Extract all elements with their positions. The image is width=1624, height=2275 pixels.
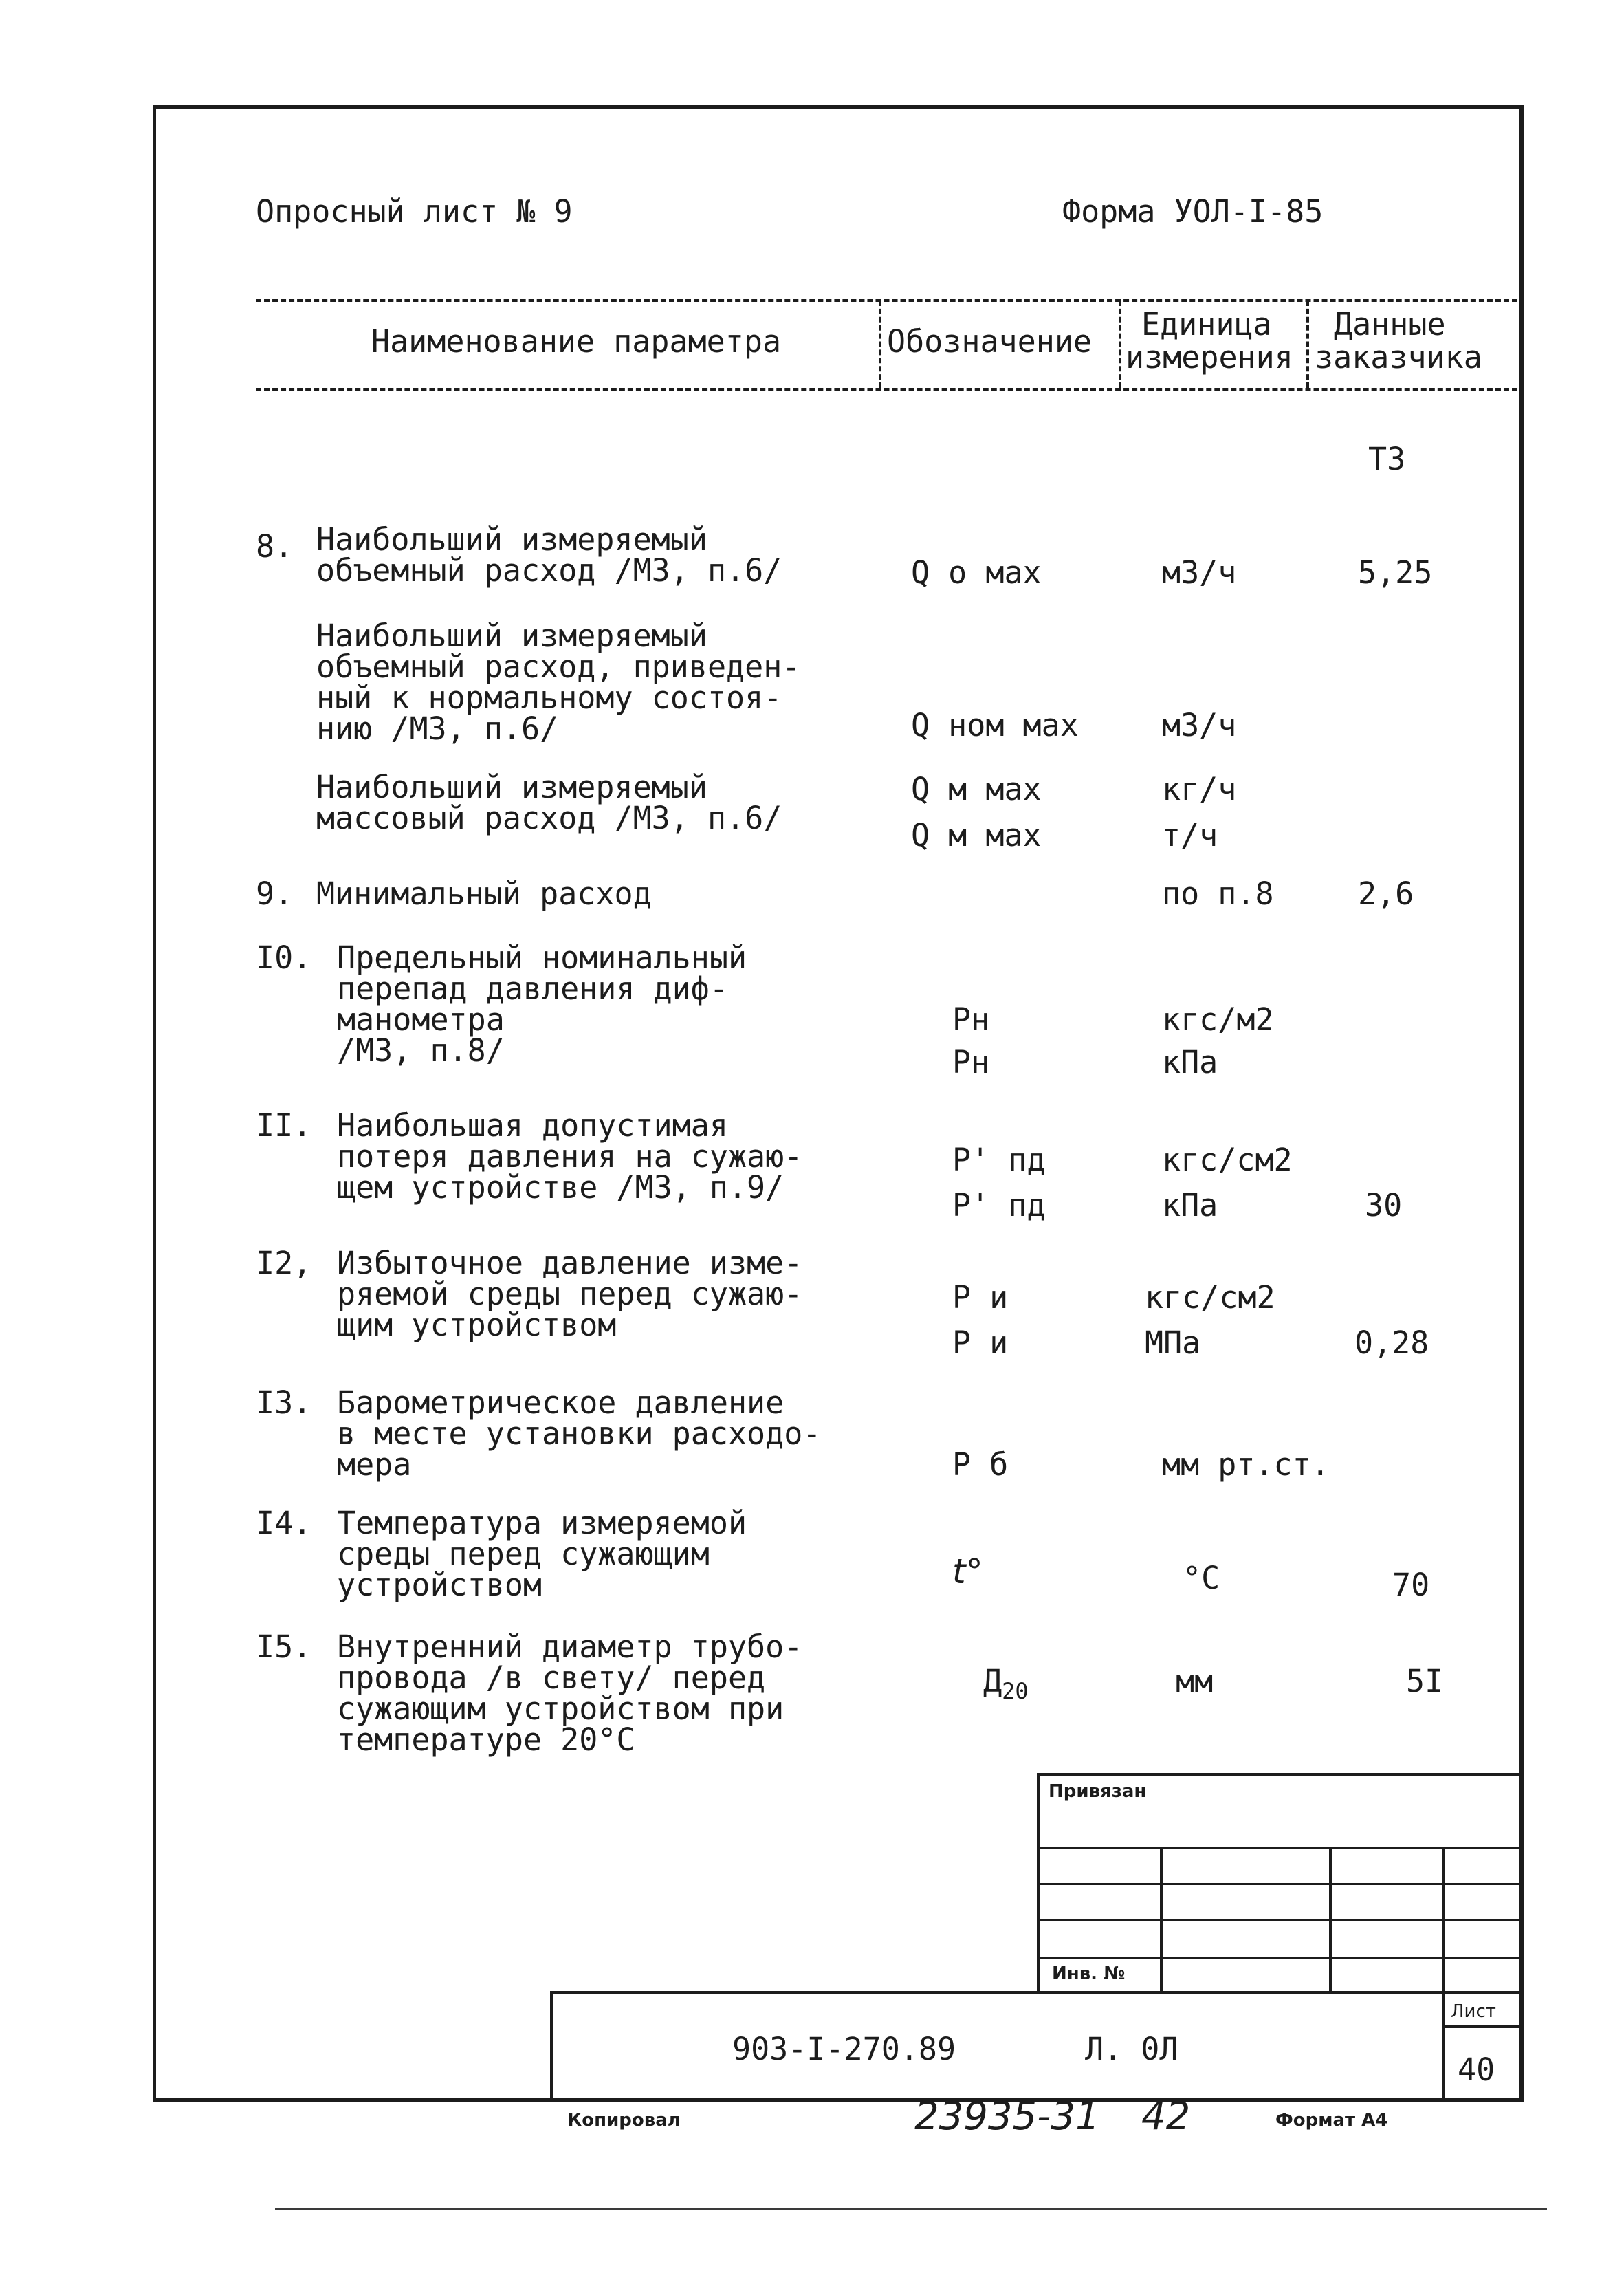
doc-box-top [550, 1991, 1522, 1994]
bottom-rule [275, 2208, 1547, 2210]
stamp-inv: Инв. № [1052, 1963, 1126, 1984]
stamp-row-line-3 [1037, 1919, 1522, 1921]
row-9-line1: Минимальный расход [316, 875, 652, 912]
row-15-line3: сужающим устройством при [337, 1690, 784, 1727]
footer-hand-sheet: 42 [1141, 2094, 1191, 2139]
row-15-line1: Внутренний диаметр трубо- [337, 1629, 803, 1665]
row-15-value: 5I [1406, 1663, 1444, 1699]
row-8-value: 5,25 [1358, 554, 1433, 591]
row-8-line1: Наибольший измеряемый [316, 521, 707, 558]
row-13-symbol: Р б [952, 1446, 1009, 1483]
row-8b-line2: объемный расход, приведен- [316, 649, 801, 685]
row-12-line1: Избыточное давление изме- [337, 1245, 803, 1281]
note-t3: ТЗ [1368, 441, 1406, 477]
row-14-line3: устройством [337, 1567, 542, 1603]
row-8-symbol: Q о мах [911, 554, 1042, 591]
row-8b-unit: м3/ч [1162, 707, 1237, 743]
row-8c-unit2: т/ч [1162, 817, 1218, 853]
col-symbol: Обозначение [887, 323, 1093, 360]
stamp-row-line-1 [1037, 1847, 1522, 1849]
header-top-rule [256, 299, 1517, 302]
row-11-value2: 30 [1365, 1187, 1403, 1223]
row-8c-line1: Наибольший измеряемый [316, 769, 707, 805]
row-8c-unit: кг/ч [1162, 771, 1237, 807]
row-8b-symbol: Q ном мах [911, 707, 1079, 743]
row-13-line1: Барометрическое давление [337, 1384, 784, 1421]
form-code: Форма УОЛ-I-85 [1062, 193, 1324, 230]
stamp-row-line-2 [1037, 1883, 1522, 1885]
row-11-num: II. [256, 1107, 312, 1144]
stamp-col-line-3 [1442, 1847, 1445, 1993]
header-bottom-rule [256, 388, 1517, 391]
row-12-value2: 0,28 [1354, 1325, 1429, 1361]
col-data-l2: заказчика [1315, 339, 1482, 375]
row-10-num: I0. [256, 939, 312, 976]
doc-sheet: Л. 0Л [1085, 2031, 1178, 2067]
row-10-line2: перепад давления диф- [337, 970, 728, 1007]
row-8-num: 8. [256, 528, 294, 565]
row-11-line2: потеря давления на сужаю- [337, 1138, 803, 1175]
row-9-unit: по п.8 [1162, 875, 1274, 912]
row-11-symbol2: P' пд [952, 1187, 1046, 1223]
col-data-l1: Данные [1334, 306, 1446, 342]
row-10-line3: манометра [337, 1001, 505, 1038]
row-8c-line2: массовый расход /МЗ, п.6/ [316, 800, 782, 836]
row-10-unit2: кПа [1162, 1044, 1218, 1080]
row-10-line4: /МЗ, п.8/ [337, 1032, 505, 1069]
sheet-col-line [1442, 1991, 1445, 2101]
row-9-value: 2,6 [1358, 875, 1414, 912]
row-8b-line3: ный к нормальному состоя- [316, 679, 782, 716]
row-11-line3: щем устройстве /МЗ, п.9/ [337, 1169, 784, 1206]
row-15-line2: провода /в свету/ перед [337, 1659, 766, 1696]
header-divider-2 [1119, 301, 1121, 388]
page-frame-right [1519, 105, 1524, 2102]
stamp-top-line [1037, 1773, 1522, 1776]
row-14-unit: °С [1183, 1560, 1220, 1596]
sheet-label: Лист [1451, 2001, 1496, 2022]
row-14-num: I4. [256, 1505, 312, 1541]
row-12-num: I2, [256, 1245, 312, 1281]
row-12-line2: ряемой среды перед сужаю- [337, 1276, 803, 1312]
row-15-symbol [983, 1664, 1029, 1708]
row-13-line2: в месте установки расходо- [337, 1415, 822, 1452]
row-8-line2: объемный расход /МЗ, п.6/ [316, 552, 782, 589]
row-12-symbol2: Р и [952, 1325, 1009, 1361]
row-12-unit: кгс/см2 [1145, 1279, 1275, 1316]
row-13-num: I3. [256, 1384, 312, 1421]
row-11-unit2: кПа [1162, 1187, 1218, 1223]
row-14-value: 70 [1392, 1567, 1430, 1603]
row-8-unit: м3/ч [1162, 554, 1237, 591]
row-8b-line1: Наибольший измеряемый [316, 618, 707, 654]
header-divider-3 [1306, 301, 1309, 388]
doc-box-left [550, 1991, 553, 2101]
footer-copied: Копировал [567, 2110, 681, 2131]
row-15-symbol-main: Д [983, 1663, 1002, 1699]
row-10-line1: Предельный номинальный [337, 939, 747, 976]
row-11-line1: Наибольшая допустимая [337, 1107, 728, 1144]
row-13-line3: мера [337, 1446, 412, 1483]
col-unit-l2: измерения [1126, 339, 1293, 375]
row-12-unit2: МПа [1145, 1325, 1201, 1361]
stamp-col-line-2 [1329, 1847, 1332, 1993]
row-8c-symbol2: Q м мах [911, 817, 1042, 853]
row-13-unit: мм рт.ст. [1162, 1446, 1330, 1483]
row-10-symbol2: Рн [952, 1044, 990, 1080]
sheet-title: Опросный лист № 9 [256, 193, 573, 230]
footer-hand-number: 23935-31 [914, 2094, 1100, 2139]
row-10-unit: кгс/м2 [1162, 1001, 1274, 1038]
stamp-bound: Привязан [1049, 1781, 1147, 1802]
col-unit-l1: Единица [1141, 306, 1272, 342]
col-param: Наименование параметра [371, 323, 782, 360]
footer-format: Формат А4 [1275, 2110, 1388, 2131]
row-12-line3: щим устройством [337, 1307, 617, 1343]
row-11-symbol: P' пд [952, 1142, 1046, 1178]
row-10-symbol: Рн [952, 1001, 990, 1038]
sheet-row-line [1442, 2025, 1522, 2028]
row-12-symbol: Р и [952, 1279, 1009, 1316]
sheet-number: 40 [1458, 2051, 1495, 2088]
row-15-unit: мм [1176, 1663, 1214, 1699]
row-14-symbol: t° [952, 1552, 983, 1591]
stamp-col-line-1 [1160, 1847, 1163, 1993]
page-frame [153, 105, 1524, 2102]
row-11-unit: кгс/см2 [1162, 1142, 1293, 1178]
row-15-symbol-sub: 20 [1002, 1678, 1029, 1704]
header-divider-1 [879, 301, 881, 388]
row-8c-symbol: Q м мах [911, 771, 1042, 807]
stamp-row-line-4 [1037, 1957, 1522, 1959]
row-14-line2: среды перед сужающим [337, 1536, 710, 1572]
row-15-num: I5. [256, 1629, 312, 1665]
row-14-line1: Температура измеряемой [337, 1505, 747, 1541]
row-8b-line4: нию /МЗ, п.6/ [316, 710, 559, 747]
doc-code: 903-I-270.89 [732, 2031, 956, 2067]
row-9-num: 9. [256, 875, 294, 912]
row-15-line4: температуре 20°С [337, 1721, 635, 1758]
